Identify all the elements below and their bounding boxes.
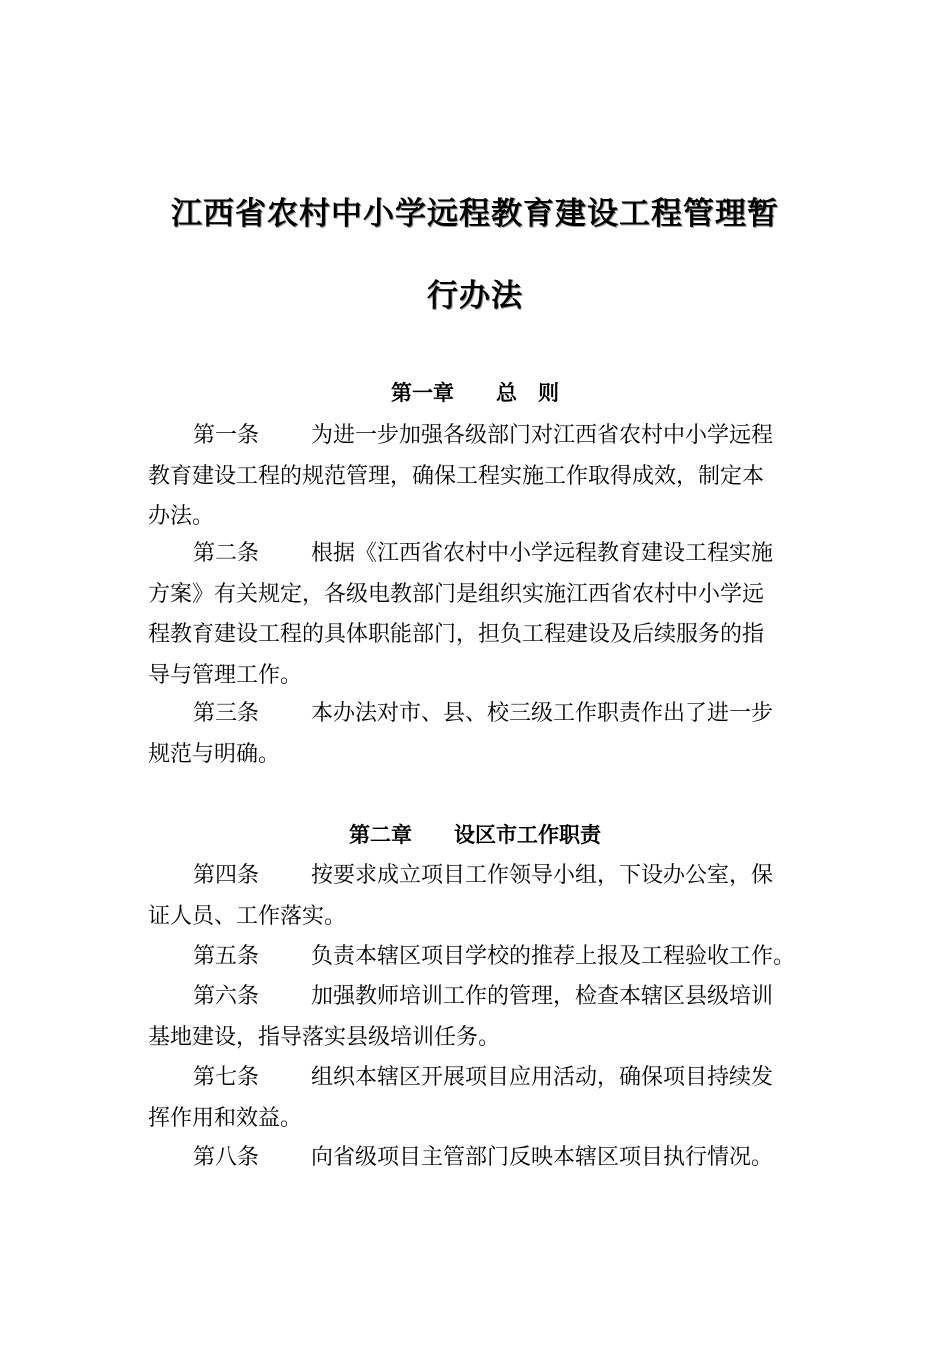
document-title-line-2: 行办法 — [427, 278, 523, 314]
document-title-line-1: 江西省农村中小学远程教育建设工程管理暂 — [171, 196, 779, 232]
article-text: 证人员、工作落实。 — [148, 903, 347, 929]
article-number: 第一条 — [193, 423, 260, 448]
article-text: 加强教师培训工作的管理，检查本辖区县级培训 — [311, 984, 774, 1009]
article-text: 向省级项目主管部门反映本辖区项目执行情况。 — [311, 1145, 774, 1170]
article-1 — [148, 416, 808, 538]
article-text: 教育建设工程的规范管理，确保工程实施工作取得成效，制定本 — [148, 463, 765, 489]
article-number: 第五条 — [193, 944, 260, 969]
article-2 — [148, 534, 808, 696]
article-text: 基地建设，指导落实县级培训任务。 — [148, 1024, 501, 1050]
article-text: 负责本辖区项目学校的推荐上报及工程验收工作。 — [311, 944, 796, 969]
article-text: 根据《江西省农村中小学远程教育建设工程实施 — [311, 541, 774, 566]
chapter-2-heading: 第二章 设区市工作职责 — [349, 823, 601, 847]
article-4 — [148, 856, 808, 937]
article-number: 第七条 — [193, 1065, 260, 1090]
article-number: 第八条 — [193, 1145, 260, 1170]
article-text: 本办法对市、县、校三级工作职责作出了进一步 — [311, 701, 774, 726]
article-text: 程教育建设工程的具体职能部门，担负工程建设及后续服务的指 — [148, 622, 765, 647]
chapter-1-heading: 第一章 总 则 — [391, 381, 559, 405]
article-number: 第六条 — [193, 984, 260, 1009]
article-text: 办法。 — [148, 504, 215, 529]
article-8 — [148, 1138, 808, 1179]
article-text: 按要求成立项目工作领导小组，下设办公室，保 — [311, 863, 774, 888]
article-6 — [148, 977, 808, 1058]
article-7 — [148, 1058, 808, 1139]
article-text: 为进一步加强各级部门对江西省农村中小学远程 — [311, 423, 774, 448]
article-text: 方案》有关规定，各级电教部门是组织实施江西省农村中小学远 — [148, 581, 765, 607]
article-number: 第三条 — [193, 701, 260, 726]
article-text: 挥作用和效益。 — [148, 1105, 303, 1131]
article-number: 第四条 — [193, 863, 260, 888]
article-text: 规范与明确。 — [148, 741, 281, 767]
article-text: 组织本辖区开展项目应用活动，确保项目持续发 — [311, 1065, 774, 1090]
article-number: 第二条 — [193, 541, 260, 566]
article-text: 导与管理工作。 — [148, 662, 303, 688]
article-3 — [148, 694, 808, 775]
article-5 — [148, 937, 808, 978]
